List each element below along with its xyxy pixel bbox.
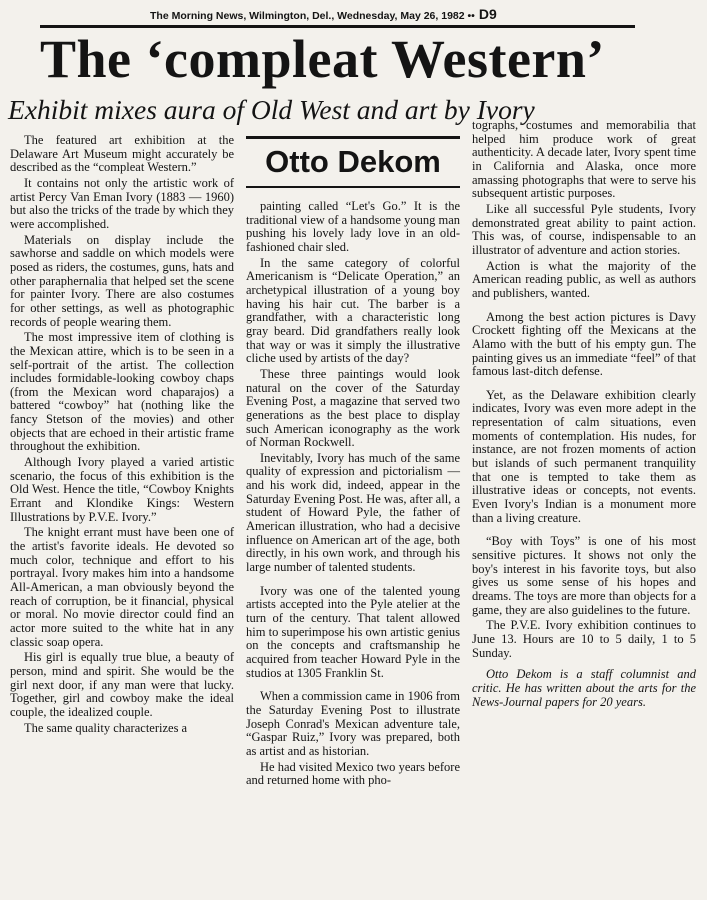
paragraph: It contains not only the artistic work of artist Percy Van Eman Ivory (1883 — 1960) but also the tricks of the trade by which they were accomplished. [10, 175, 234, 231]
paragraph: The featured art exhibition at the Delaware Art Museum might accurately be described as the “compleat Western.” [10, 133, 234, 175]
paragraph: Ivory was one of the talented young artists accepted into the Pyle atelier at the turn of the century. That talent allowed him to superimpose his own artistic genius on the concepts and craftsmanship he acquired from teacher Howard Pyle in the studios at 1305 Franklin St. [246, 583, 460, 680]
paragraph: The same quality characterizes a [24, 720, 188, 735]
byline-rule-bottom [246, 186, 460, 188]
paragraph: Among the best action pictures is Davy Crockett fighting off the Mexicans at the Alamo with the butt of his empty gun. The painting gives us an immediate “feel” of that famous last-ditch defense. [472, 309, 696, 379]
author-bio: Otto Dekom is a staff columnist and critic. He has written about the arts for the News-Journal papers for 20 years. [472, 667, 696, 709]
paragraph: Although Ivory played a varied artistic scenario, the focus of this exhibition is the Old West. Hence the title, “Cowboy Knights Errant and Klondike Kings: Western Illustrations by P.V.E. Ivory.” [10, 455, 234, 524]
paragraph: He had visited Mexico two years before and returned home with pho- [246, 759, 460, 788]
column-3 [472, 119, 696, 711]
paragraph: Inevitably, Ivory has much of the same quality of expression and pictorialism — and his work did, indeed, appear in the Saturday Evening Post. He was, after all, a student of Howard Pyle, the father of American illustration, who had a decisive influence on American art of the age, both directly, in his own work, and through his large number of talented students. [246, 450, 460, 575]
paragraph: In the same category of colorful Americanism is “Delicate Operation,” an archetypical illustration of a young boy having his hair cut. The barber is a grandfather, with a characteristic long gray beard. Did grandfathers really look that way or was it simply the illustrative cliche used by artists of the day? [246, 255, 460, 366]
paragraph: tographs, costumes and memorabilia that helped him produce work of great authenticity. A decade later, Ivory spent time in California and Alaska, once more amassing photographs that were to serve his subsequent artistic purposes. [472, 118, 696, 201]
paragraph: painting called “Let's Go.” It is the traditional view of a handsome young man pushing his lovely lady love in an old-fashioned chair sled. [246, 199, 460, 254]
paragraph: The knight errant must have been one of the artist's favorite ideals. He devoted so much color, technique and effort to his portrayal. Ivory makes him into a handsome All-American, a man obviously beyond the reach of corruption, be it financial, physical or moral. No movie director could find an actor more suited to the white hat in any classic soap opera. [10, 525, 234, 649]
column-2 [246, 200, 460, 790]
byline: Otto Dekom [265, 144, 441, 179]
dateline-text: The Morning News, Wilmington, Del., Wednesday, May 26, 1982 •• [150, 10, 475, 22]
paragraph: Yet, as the Delaware exhibition clearly indicates, Ivory was even more adept in the representation of calm situations, even moments of contemplation. His nudes, for instance, are not frozen moments of action but islands of such permanent tranquility that one is tempted to take them as illustrative ideas or concepts, not events. Even Ivory's Indian is a monument more than a living creature. [472, 387, 696, 525]
paragraph: The most impressive item of clothing is the Mexican attire, which is to be seen in a self-portrait of the artist. The collection includes formidable-looking cowboy chaps (from the Mexican word chaparajos) a battered “cowboy” hat (nothing like the fancy Stetson of the movies) and other objects that are echoed in their artistic frame throughout the exhibition. [10, 330, 234, 454]
paragraph: The P.V.E. Ivory exhibition continues to June 13. Hours are 10 to 5 daily, 1 to 5 Sunday. [472, 618, 696, 660]
paragraph: Like all successful Pyle students, Ivory demonstrated great ability to paint action. This was, of course, indispensable to an illustrator of adventure and action stories. [472, 201, 696, 257]
headline: The ‘compleat Western’ [40, 29, 605, 89]
page-number: D9 [478, 6, 497, 22]
byline-rule-top [246, 136, 460, 139]
paragraph: When a commission came in 1906 from the Saturday Evening Post to illustrate Joseph Conrad's Mexican adventure tale, “Gaspar Ruiz,” Ivory was prepared, both as artist and as historian. [246, 689, 460, 758]
paragraph: These three paintings would look natural on the cover of the Saturday Evening Post, a magazine that served two generations as the best place to display such American iconography as the work of Norman Rockwell. [246, 366, 460, 450]
column-1 [10, 134, 234, 737]
dateline [150, 6, 570, 22]
paragraph: His girl is equally true blue, a beauty of person, mind and spirit. She would be the girl next door, if any man were that lucky. Together, girl and cowboy make the ideal couple, the idealized couple. [10, 650, 234, 719]
paragraph: “Boy with Toys” is one of his most sensitive pictures. It shows not only the boy's interest in his favorite toys, but also gives us some sense of his hopes and dreams. The toys are more than objects for a game, they are also guidelines to the future. [472, 534, 696, 617]
subhead: Exhibit mixes aura of Old West and art by Ivory [8, 94, 535, 125]
paragraph: Materials on display include the sawhorse and saddle on which models were posed as riders, the costumes, guns, hats and other paraphernalia that helped set the scene for painter Ivory. There are also costumes for other settings, as well as photographic records of people wearing them. [10, 232, 234, 329]
paragraph: Action is what the majority of the American reading public, as well as authors and publishers, wanted. [472, 258, 696, 300]
